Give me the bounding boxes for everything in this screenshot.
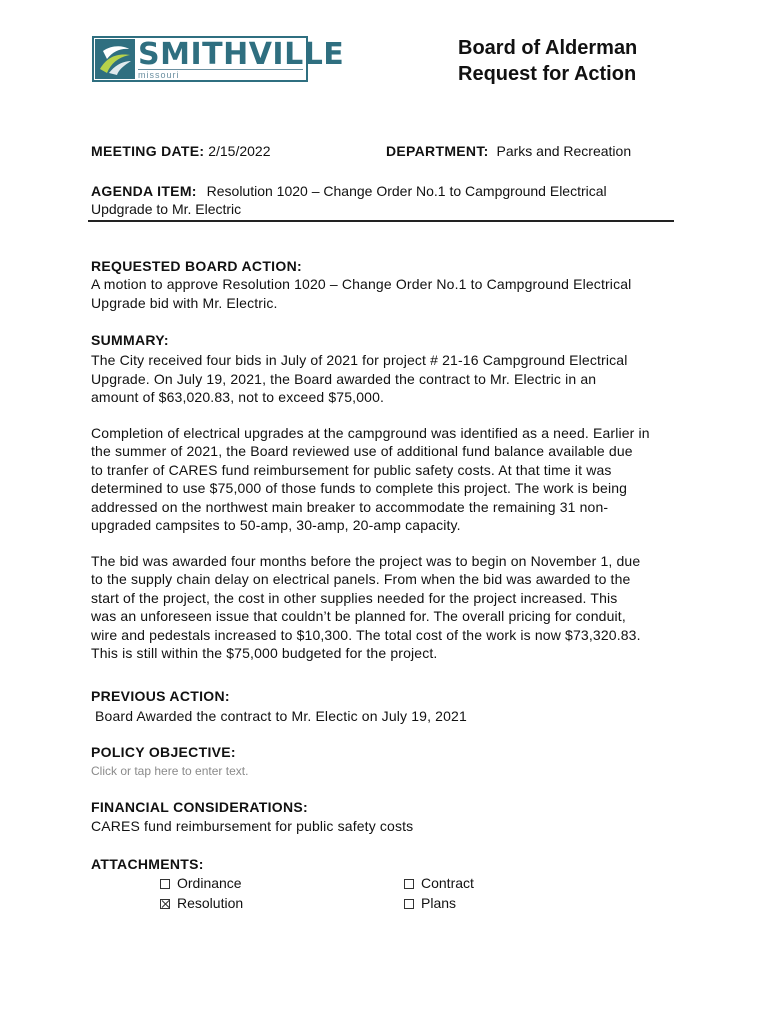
summary-section <box>91 331 691 663</box>
agenda-item-line-1: Resolution 1020 – Change Order No.1 to Campground Electrical <box>206 183 607 199</box>
attachment-label: Contract <box>421 875 474 891</box>
previous-action-heading: PREVIOUS ACTION: <box>91 688 230 704</box>
text-line: amount of $63,020.83, not to exceed $75,000. <box>91 389 385 405</box>
requested-action-section <box>91 257 691 312</box>
text-line: wire and pedestals increased to $10,300. The total cost of the work is now $73,320.83. <box>91 626 641 643</box>
summary-paragraph-1 <box>91 351 691 407</box>
text-line: start of the project, the cost in other supplies needed for the project increased. This <box>91 589 618 606</box>
summary-paragraph-2 <box>91 424 691 535</box>
requested-action-text <box>91 275 691 312</box>
previous-action-section <box>91 687 467 726</box>
meeting-date <box>91 142 271 160</box>
attachments-section <box>91 855 204 873</box>
attachment-label: Resolution <box>177 895 244 911</box>
agenda-item-line-2: Updgrade to Mr. Electric <box>91 201 242 217</box>
policy-objective-field[interactable]: Click or tap here to enter text. <box>91 764 249 778</box>
text-line: Completion of electrical upgrades at the campground was identified as a need. Earlier in <box>91 424 650 441</box>
smithville-logo-icon <box>95 39 135 79</box>
text-line: A motion to approve Resolution 1020 – Change Order No.1 to Campground Electrical <box>91 276 632 292</box>
text-line: addressed on the northwest main breaker to accommodate the remaining 31 non- <box>91 498 609 515</box>
attachment-resolution[interactable] <box>160 893 243 913</box>
title-line-1: Board of Alderman <box>458 37 638 59</box>
text-line: The City received four bids in July of 2021 for project # 21-16 Campground Electrical <box>91 352 628 368</box>
text-line: was an unforeseen issue that couldn’t be planned for. The overall pricing for conduit, <box>91 608 626 624</box>
logo-wordmark: SMITHVILLE <box>138 37 345 72</box>
department <box>386 142 631 160</box>
text-line: The bid was awarded four months before the project was to begin on November 1, due <box>91 552 641 569</box>
attachment-ordinance[interactable] <box>160 873 242 893</box>
previous-action-text: Board Awarded the contract to Mr. Electic on July 19, 2021 <box>91 708 467 724</box>
attachment-label: Ordinance <box>177 875 242 891</box>
text-line: determined to use $75,000 of those funds to complete this project. The work is being <box>91 480 628 496</box>
document-title <box>458 35 637 87</box>
summary-paragraph-3 <box>91 552 691 663</box>
agenda-item <box>91 182 681 218</box>
checkbox-resolution[interactable] <box>160 899 170 909</box>
financial-text: CARES fund reimbursement for public safety costs <box>91 818 414 834</box>
text-line: to tranfer of CARES fund reimbursement for public safety costs. At that time it was <box>91 461 612 478</box>
policy-objective-section <box>91 743 248 778</box>
text-line: Upgrade. On July 19, 2021, the Board awarded the contract to Mr. Electric in an <box>91 370 597 387</box>
logo-subtitle: missouri <box>138 69 303 80</box>
checkbox-plans[interactable] <box>404 899 414 909</box>
divider <box>88 220 674 222</box>
meeting-date-label: MEETING DATE: <box>91 143 205 159</box>
text-line: Upgrade bid with Mr. Electric. <box>91 294 278 311</box>
checkbox-ordinance[interactable] <box>160 879 170 889</box>
attachments-heading: ATTACHMENTS: <box>91 856 204 872</box>
financial-heading: FINANCIAL CONSIDERATIONS: <box>91 799 308 815</box>
requested-action-heading: REQUESTED BOARD ACTION: <box>91 258 302 274</box>
agenda-item-label: AGENDA ITEM: <box>91 183 197 199</box>
text-line: This is still within the $75,000 budgeted for the project. <box>91 645 438 661</box>
department-value: Parks and Recreation <box>496 143 632 159</box>
attachment-plans[interactable] <box>404 893 456 913</box>
attachment-contract[interactable] <box>404 873 474 893</box>
summary-heading: SUMMARY: <box>91 332 169 348</box>
text-line: the summer of 2021, the Board reviewed use of additional fund balance available due <box>91 443 633 459</box>
department-label: DEPARTMENT: <box>386 143 489 159</box>
checkbox-contract[interactable] <box>404 879 414 889</box>
financial-section <box>91 798 413 836</box>
policy-objective-heading: POLICY OBJECTIVE: <box>91 744 236 760</box>
meeting-date-value: 2/15/2022 <box>208 143 271 159</box>
title-line-2: Request for Action <box>458 63 637 85</box>
attachment-label: Plans <box>421 895 457 911</box>
text-line: to the supply chain delay on electrical panels. From when the bid was awarded to the <box>91 571 631 587</box>
text-line: upgraded campsites to 50-amp, 30-amp, 20-amp capacity. <box>91 517 461 533</box>
